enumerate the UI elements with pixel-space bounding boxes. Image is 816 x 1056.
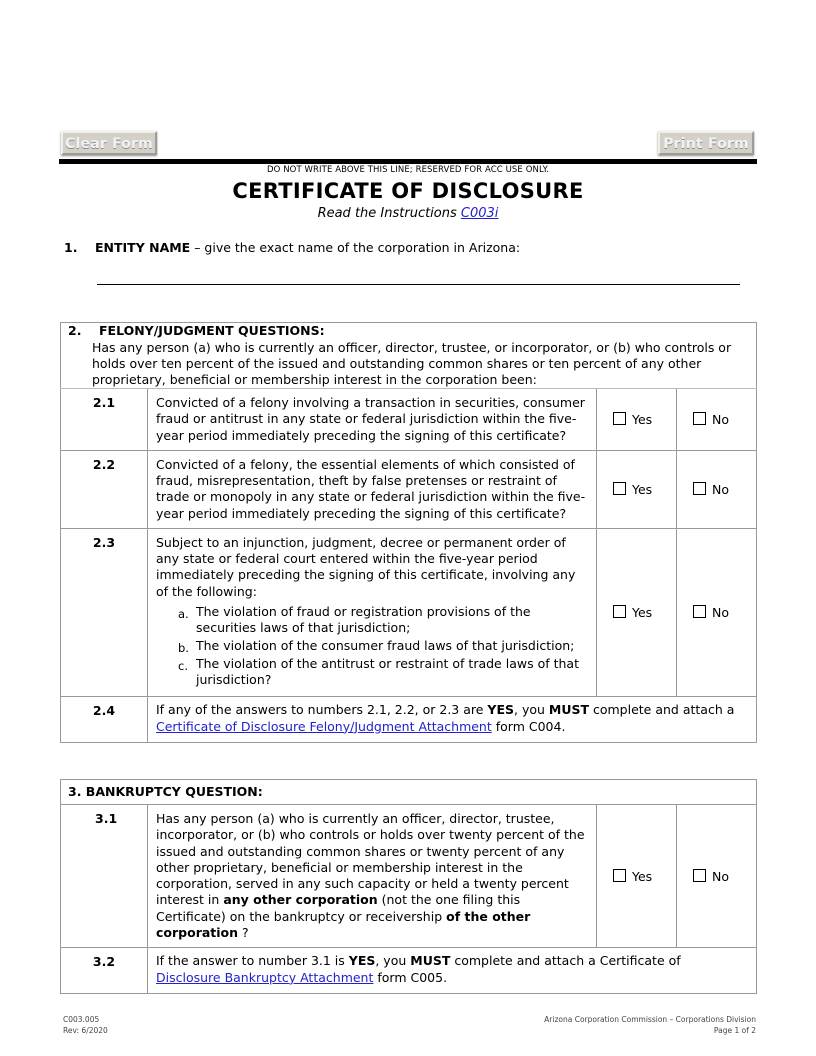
question-3-2-number: 3.2: [61, 948, 148, 994]
note-2-4-part1: If any of the answers to numbers 2.1, 2.2, or 2.3 are: [156, 701, 488, 717]
question-2-1-no-cell[interactable]: [676, 389, 756, 451]
table-row: [61, 948, 757, 994]
no-label: No: [711, 604, 729, 620]
footer-right: [544, 1015, 756, 1037]
sub-item-label-b: b.: [178, 640, 189, 655]
bankruptcy-attachment-link[interactable]: Disclosure Bankruptcy Attachment: [156, 969, 374, 985]
q31-bold-any-other-corporation: any other corporation: [223, 892, 378, 908]
instructions-link[interactable]: C003i: [460, 206, 499, 221]
note-2-4-part4: form C004.: [491, 718, 566, 734]
checkbox-icon[interactable]: [613, 869, 626, 882]
section-1-label-row: [95, 240, 520, 255]
entity-name-description: – give the exact name of the corporation in Arizona:: [190, 240, 521, 255]
question-2-1-text: Convicted of a felony involving a transaction in securities, consumer fraud or antitrust in any state or federal jurisdiction within the five-year period immediately preceding the signing of this certificate?: [148, 389, 597, 451]
yes-label: Yes: [631, 868, 653, 884]
list-item: [156, 656, 588, 688]
section-2-heading: [61, 323, 756, 338]
sub-item-text-b: The violation of the consumer fraud laws of that jurisdiction;: [196, 637, 575, 653]
question-3-2-note: [148, 948, 757, 994]
sub-item-text-a: The violation of fraud or registration provisions of the securities laws of that jurisdiction;: [196, 603, 531, 635]
section-2-header-row: [61, 323, 757, 389]
no-label: No: [711, 411, 729, 427]
table-row: [61, 528, 757, 696]
checkbox-icon[interactable]: [613, 482, 626, 495]
q31-part3: ?: [238, 924, 249, 940]
question-3-1-no-cell[interactable]: [676, 805, 756, 948]
acc-use-notice: DO NOT WRITE ABOVE THIS LINE; RESERVED FOR ACC USE ONLY.: [266, 165, 550, 175]
table-row: [61, 450, 757, 528]
checkbox-icon[interactable]: [693, 869, 706, 882]
bankruptcy-table: [60, 779, 757, 994]
entity-name-label: ENTITY NAME: [95, 240, 191, 255]
yes-label: Yes: [631, 604, 653, 620]
instructions-line: [0, 206, 816, 221]
q31-part2: (not the one filing this Certificate) on the bankruptcy or receivership: [156, 892, 521, 924]
yes-label: Yes: [631, 481, 653, 497]
felony-judgment-table: [60, 322, 757, 743]
checkbox-icon[interactable]: [693, 482, 706, 495]
question-2-3-sublist: [156, 604, 588, 688]
question-2-2-yes-cell[interactable]: [596, 450, 676, 528]
checkbox-icon[interactable]: [613, 605, 626, 618]
sub-item-label-c: c.: [178, 658, 188, 673]
form-revision: Rev: 6/2020: [63, 1025, 108, 1035]
print-form-button[interactable]: Print Form: [658, 131, 754, 155]
question-2-4-note: [148, 696, 757, 742]
checkbox-icon[interactable]: [693, 412, 706, 425]
question-2-3-text: Subject to an injunction, judgment, decree or permanent order of any state or federal court entered within the five-year period immediately preceding the signing of this certificate, involving any of the following:: [156, 534, 576, 599]
question-3-1-yes-cell[interactable]: [596, 805, 676, 948]
note-3-2-part2: , you: [375, 953, 411, 968]
section-1-number: 1.: [64, 240, 78, 255]
note-3-2-yes: YES: [348, 953, 376, 968]
note-2-4-must: MUST: [548, 701, 590, 717]
no-label: No: [711, 868, 729, 884]
section-2-heading-text: FELONY/JUDGMENT QUESTIONS:: [99, 323, 325, 338]
section-2-intro: Has any person (a) who is currently an officer, director, trustee, or incorporator, or (b) who controls or holds over ten percent of the issued and outstanding common shares or ten percent of any other proprietary, beneficial or membership interest in the corporation been:: [92, 340, 732, 387]
page-number: Page 1 of 2: [713, 1025, 756, 1035]
clear-form-button[interactable]: Clear Form: [61, 131, 157, 155]
page-title: CERTIFICATE OF DISCLOSURE: [232, 179, 584, 203]
q31-part1: Has any person (a) who is currently an officer, director, trustee, incorporator, or (b) who controls or holds over twenty percent of the issued and outstanding common shares or twenty percent of any other proprietary, beneficial or membership interest in the corporation, served in any such capacity or held a twenty percent interest in: [156, 811, 585, 908]
checkbox-icon[interactable]: [693, 605, 706, 618]
question-2-1-yes-cell[interactable]: [596, 389, 676, 451]
note-3-2-must: MUST: [410, 953, 451, 968]
question-2-1-number: 2.1: [61, 389, 148, 451]
form-code: C003.005: [63, 1015, 100, 1024]
instructions-prefix: Read the Instructions: [317, 206, 461, 221]
yes-label: Yes: [631, 411, 653, 427]
agency-name: Arizona Corporation Commission – Corporations Division: [544, 1015, 756, 1024]
list-item: [156, 604, 588, 636]
section-2-number: 2.: [68, 323, 82, 338]
sub-item-label-a: a.: [178, 606, 189, 621]
question-2-3-no-cell[interactable]: [676, 528, 756, 696]
question-2-3-number: 2.3: [61, 528, 148, 696]
question-2-4-number: 2.4: [61, 696, 148, 742]
entity-name-input-line[interactable]: [97, 284, 740, 285]
question-2-3-yes-cell[interactable]: [596, 528, 676, 696]
question-3-1-number: 3.1: [61, 805, 148, 948]
question-2-2-text: Convicted of a felony, the essential elements of which consisted of fraud, misrepresentation, theft by false pretenses or restraint of trade or monopoly in any state or federal jurisdiction within the five-year period immediately preceding the signing of this certificate?: [148, 450, 597, 528]
note-3-2-part3: complete and attach a Certificate of: [450, 953, 681, 968]
section-3-heading: 3. BANKRUPTCY QUESTION:: [61, 780, 757, 805]
section-2-header-cell: [61, 323, 757, 389]
note-3-2-part4: form C005.: [373, 969, 448, 985]
question-2-3-cell: [148, 528, 597, 696]
list-item: [156, 638, 588, 654]
no-label: No: [711, 481, 729, 497]
question-3-1-text: [148, 805, 597, 948]
footer-left: [63, 1015, 108, 1037]
table-row: [61, 389, 757, 451]
table-row: [61, 696, 757, 742]
table-row: [61, 805, 757, 948]
note-2-4-part2: , you: [514, 701, 549, 717]
question-2-2-no-cell[interactable]: [676, 450, 756, 528]
acc-use-divider: [59, 159, 757, 164]
q31-bold-of-the-other-corporation: of the other corporation: [156, 908, 531, 940]
note-2-4-yes: YES: [487, 701, 514, 717]
question-2-2-number: 2.2: [61, 450, 148, 528]
felony-judgment-attachment-link[interactable]: Certificate of Disclosure Felony/Judgment Attachment: [156, 718, 492, 734]
checkbox-icon[interactable]: [613, 412, 626, 425]
note-2-4-part3: complete and attach a: [589, 701, 735, 717]
note-3-2-part1: If the answer to number 3.1 is: [156, 953, 349, 968]
sub-item-text-c: The violation of the antitrust or restraint of trade laws of that jurisdiction?: [196, 655, 579, 687]
section-3-header-row: [61, 780, 757, 805]
